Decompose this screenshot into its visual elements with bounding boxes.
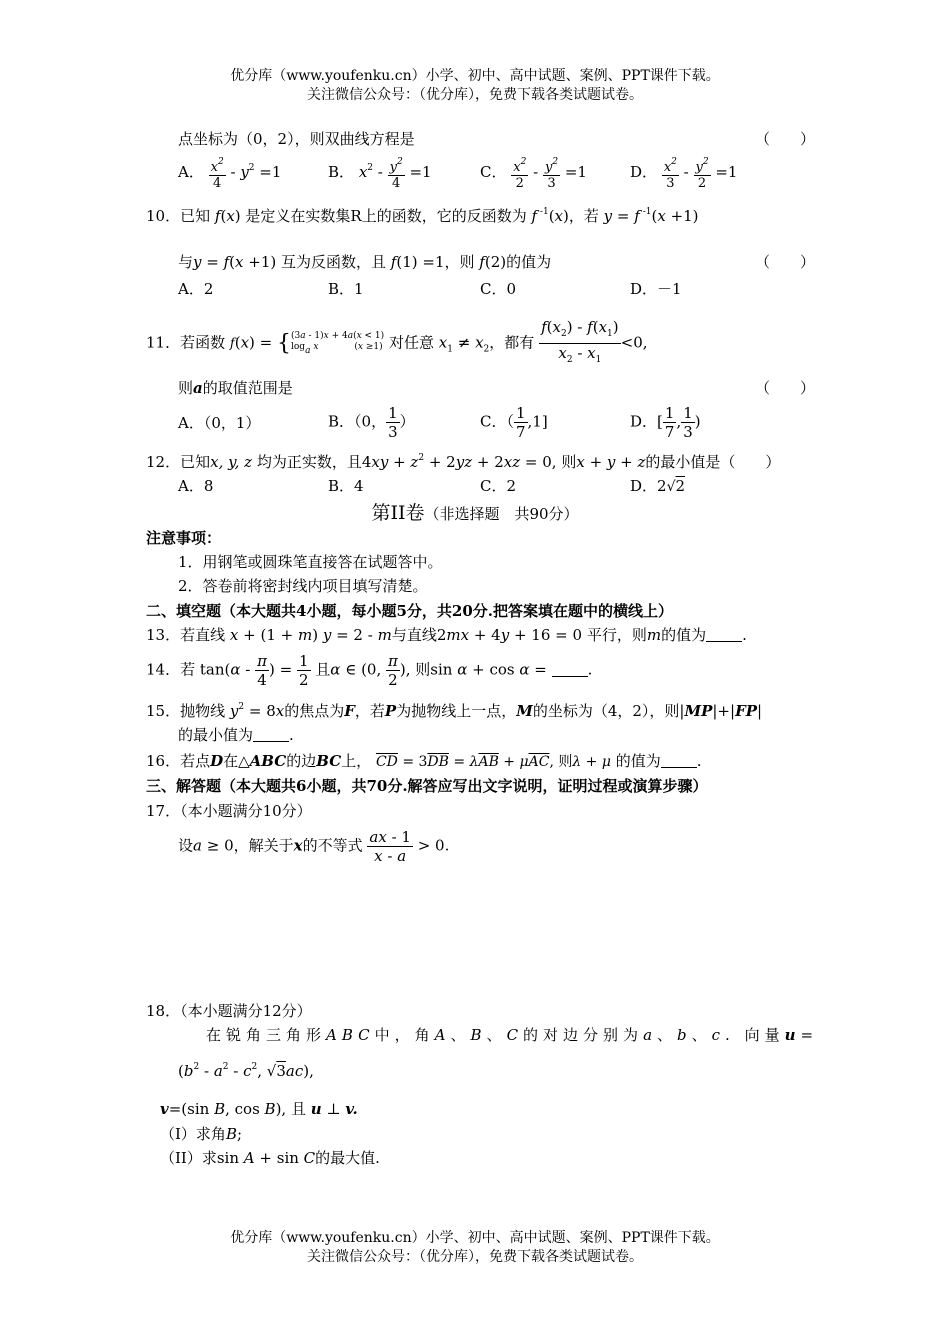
q9-continuation: 点坐标为（0，2），则双曲线方程是 xyxy=(178,130,415,148)
q17-body: 设a ≥ 0，解关于x的不等式 $\frac{ax - 1}{x - a}$ > 0. xyxy=(178,828,450,865)
q16: 16．若点D在△ABC的边BC上， $\overline{CD} = 3\overline{DB} = \lambda\overline{AB} + \mu\overline{AC}$, 则λ + μ 的值为 . xyxy=(146,752,702,770)
q11-line-1: 11．若函数 f(x) = {(3a - 1)x + 4a(x < 1) loga x (x ≥1) 对任意 $x_1 \ne x_2$，都有 $\frac{f(x_2) - f(x_1)}{x_2 - x_1}$ <0, xyxy=(146,318,648,365)
q10-option-a: A．2 xyxy=(178,280,214,298)
notice-item-1: 1．用钢笔或圆珠笔直接答在试题答中。 xyxy=(178,553,443,571)
q9-option-b: B． $x^2$ - $\frac{y^2}{4}$ =1 xyxy=(328,157,432,191)
q11-option-c: C．（ $\frac{1}{7}$ ,1] xyxy=(480,404,548,441)
footer-line-1: 优分库（www.youfenku.cn）小学、初中、高中试题、案例、PPT课件下载。 xyxy=(230,1230,720,1246)
q10-option-b: B．1 xyxy=(328,280,364,298)
q18-line-1: 在锐角三角形ABC中，角A、B、C的对边分别为a、b、c. 向量u= xyxy=(206,1026,819,1044)
q14: 14．若 tan(α - $\frac{\pi}{4}$ ) = $\frac{1}{2}$ 且α ∈ (0, $\frac{\pi}{2}$ ), 则sin α + cos α = . xyxy=(146,652,593,689)
q12-option-b: B．4 xyxy=(328,477,364,495)
notice-title: 注意事项： xyxy=(146,529,222,547)
q12-option-a: A．8 xyxy=(178,477,214,495)
q12-line-1: 12．已知x, y, z 均为正实数，且$4xy + z^2 + 2yz + 2xz = 0$, 则x + y + z的最小值是（ ） xyxy=(146,453,781,471)
q11-answer-paren: （ ） xyxy=(755,379,816,397)
notice-item-2: 2．答卷前将密封线内项目填写清楚。 xyxy=(178,577,428,595)
q11-line-2: 则a的取值范围是 xyxy=(178,379,293,397)
q12-option-d: D．2√2 xyxy=(630,477,686,495)
q11-option-d: D．[ $\frac{1}{7}$ , $\frac{1}{3}$ ) xyxy=(630,404,701,441)
q10-answer-paren: （ ） xyxy=(755,253,816,271)
q17-header: 17．（本小题满分10分） xyxy=(146,802,312,820)
q12-option-c: C．2 xyxy=(480,477,517,495)
q18-part-1: （I）求角B; xyxy=(160,1125,243,1143)
q9-option-c: C． $\frac{x^2}{2}$ - $\frac{y^2}{3}$ =1 xyxy=(480,157,587,191)
q10-option-c: C．0 xyxy=(480,280,517,298)
section-2-title: 二、填空题（本大题共4小题，每小题5分，共20分.把答案填在题中的横线上） xyxy=(146,602,673,620)
q9-answer-paren: （ ） xyxy=(755,130,816,148)
q9-option-d: D． $\frac{x^2}{3}$ - $\frac{y^2}{2}$ =1 xyxy=(630,157,738,191)
q10-line-2: 与y = f(x +1) 互为反函数，且 f(1) =1，则 f(2)的值为 xyxy=(178,253,552,271)
q11-option-b: B．（0， $\frac{1}{3}$ ） xyxy=(328,404,415,441)
q10-option-d: D．－1 xyxy=(630,280,682,298)
header-line-1: 优分库（www.youfenku.cn）小学、初中、高中试题、案例、PPT课件下载。 xyxy=(230,68,720,84)
q18-vector-u: ($b^2 - a^2 - c^2$, √3ac), xyxy=(178,1062,314,1080)
q9-option-a: A． $\frac{x^2}{4}$ - $y^2 =1$ xyxy=(178,157,282,191)
header-line-2: 关注微信公众号：（优分库），免费下载各类试题试卷。 xyxy=(307,87,643,103)
footer-line-2: 关注微信公众号：（优分库），免费下载各类试题试卷。 xyxy=(307,1249,643,1265)
q18-part-2: （II）求sin A + sin C的最大值. xyxy=(160,1149,380,1167)
q13: 13．若直线 x + (1 + m) y = 2 - m与直线2mx + 4y + 16 = 0 平行，则m的值为 . xyxy=(146,626,747,644)
q11-option-a: A．（0，1） xyxy=(178,414,261,432)
q15-line-1: 15．抛物线 $y^2 = 8x$的焦点为F，若P为抛物线上一点，M的坐标为（4，2），则|MP|+|FP| xyxy=(146,702,763,720)
section-3-title: 三、解答题（本大题共6小题，共70分.解答应写出文字说明，证明过程或演算步骤） xyxy=(146,777,708,795)
part2-title: 第II卷（非选择题 共90分） xyxy=(371,502,579,524)
q18-header: 18．（本小题满分12分） xyxy=(146,1002,312,1020)
q15-line-2: 的最小值为 . xyxy=(178,726,294,744)
q18-vector-v: v=(sin B, cos B), 且 u ⊥ v. xyxy=(160,1100,358,1118)
q10-line-1: 10．已知 f(x) 是定义在实数集R上的函数，它的反函数为 f $^{-1}$(x)，若 y = f $^{-1}$(x +1) xyxy=(146,207,699,225)
